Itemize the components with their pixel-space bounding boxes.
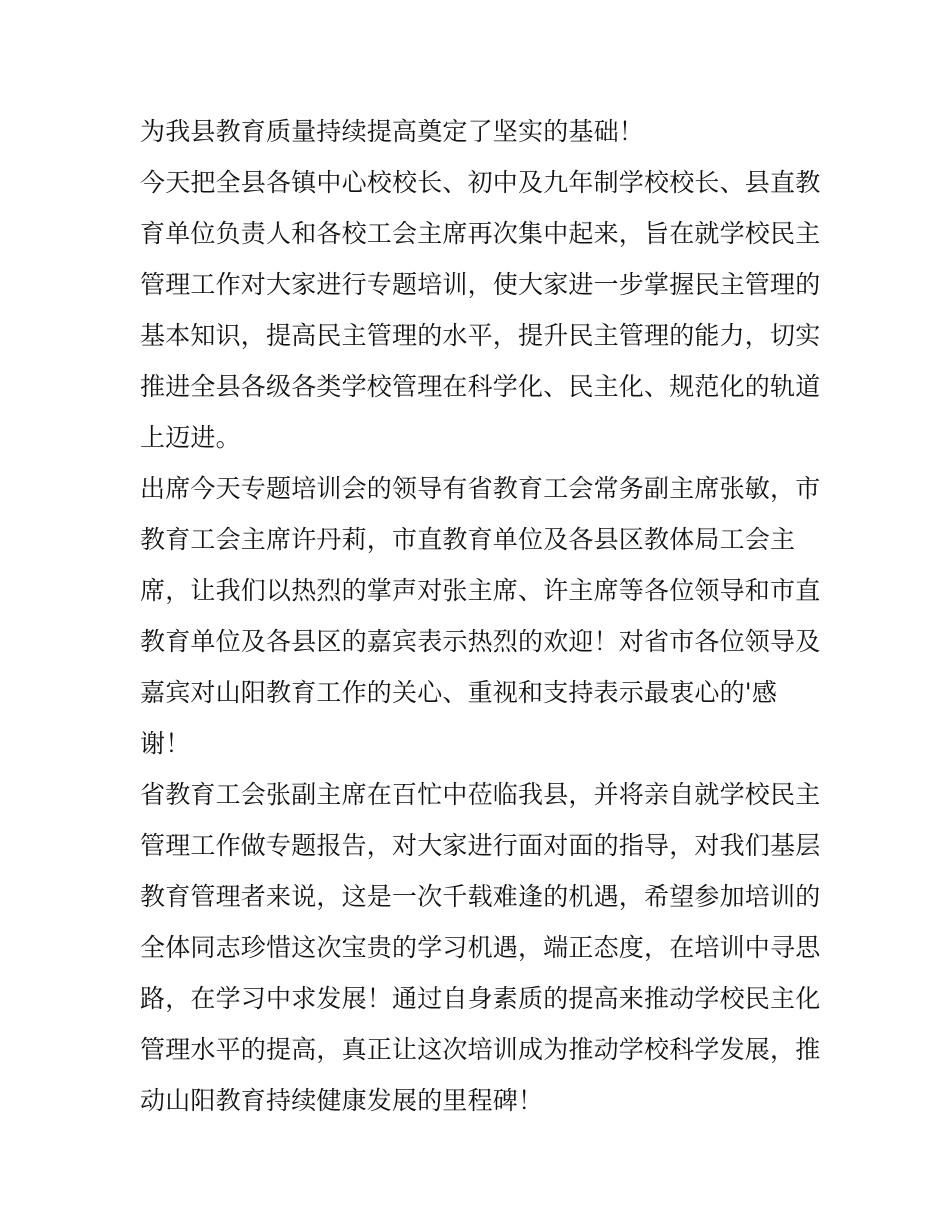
text-line: 管理工作做专题报告，对大家进行面对面的指导，对我们基层 [140, 831, 821, 860]
text-line: 上迈进。 [140, 423, 241, 452]
text-line: 出席今天专题培训会的领导有省教育工会常务副主席张敏，市 [140, 474, 821, 503]
text-line: 动山阳教育持续健康发展的里程碑！ [140, 1086, 544, 1115]
text-line: 育单位负责人和各校工会主席再次集中起来，旨在就学校民主 [140, 219, 821, 248]
text-line: 推进全县各级各类学校管理在科学化、民主化、规范化的轨道 [140, 372, 821, 401]
text-line: 教育管理者来说，这是一次千载难逢的机遇，希望参加培训的 [140, 882, 821, 911]
text-line: 管理工作对大家进行专题培训，使大家进一步掌握民主管理的 [140, 270, 821, 299]
text-line: 为我县教育质量持续提高奠定了坚实的基础！ [140, 117, 645, 146]
text-line: 省教育工会张副主席在百忙中莅临我县，并将亲自就学校民主 [140, 780, 821, 809]
document-body [140, 106, 830, 1126]
text-line: 全体同志珍惜这次宝贵的学习机遇，端正态度，在培训中寻思 [140, 933, 821, 962]
text-line: 教育单位及各县区的嘉宾表示热烈的欢迎！对省市各位领导及 [140, 627, 821, 656]
text-line: 今天把全县各镇中心校校长、初中及九年制学校校长、县直教 [140, 168, 821, 197]
text-line: 路，在学习中求发展！通过自身素质的提高来推动学校民主化 [140, 984, 821, 1013]
text-line: 基本知识，提高民主管理的水平，提升民主管理的能力，切实 [140, 321, 821, 350]
text-line: 管理水平的提高，真正让这次培训成为推动学校科学发展，推 [140, 1035, 821, 1064]
text-line: 教育工会主席许丹莉，市直教育单位及各县区教体局工会主 [140, 525, 796, 554]
text-line: 席，让我们以热烈的掌声对张主席、许主席等各位领导和市直 [140, 576, 821, 605]
text-line: 谢！ [140, 729, 191, 758]
text-line: 嘉宾对山阳教育工作的关心、重视和支持表示最衷心的'感 [140, 678, 778, 707]
